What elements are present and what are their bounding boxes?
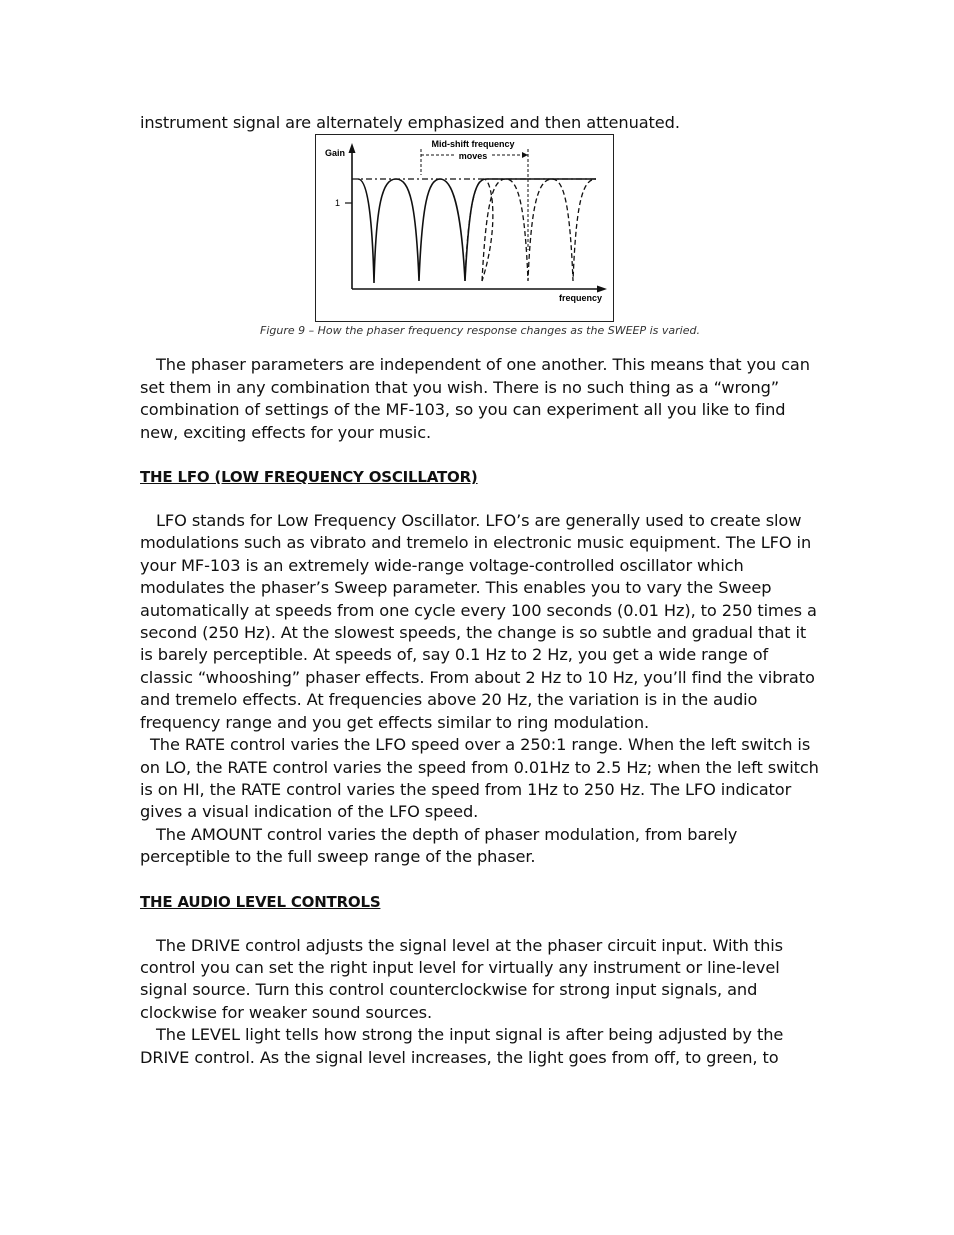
unity-label: 1 [334,198,340,209]
midshift-label-2: moves [458,151,488,162]
figure-caption: Figure 9 – How the phaser frequency response changes as the SWEEP is varied. [260,324,700,338]
frequency-label: frequency [558,293,602,304]
lfo-para-1: LFO stands for Low Frequency Oscillator. LFO’s are generally used to create slow modulations such as vibrato and tremelo in electronic music equipment. The LFO in your MF-103 is an extremely wide-range voltage-controlled oscillator which modulates the phaser’s Sweep parameter. This enables you to vary the Sweep automatically at speeds from one cycle every 100 seconds (0.01 Hz), to 250 times a second (250 Hz). At the slowest speeds, the change is so subtle and gradual that it is barely perceptible. At speeds of, say 0.1 Hz to 2 Hz, you get a wide range of classic “whooshing” phaser effects. From about 2 Hz to 10 Hz, you’ll find the vibrato and tremelo effects. At frequencies above 20 Hz, the variation is in the audio frequency range and you get effects similar to ring modulation. [140,511,817,732]
gain-axis-arrow [349,143,356,153]
frequency-axis-arrow [597,286,607,293]
para-independent: The phaser parameters are independent of one another. This means that you can set them in any combination that you wish. There is no such thing as a “wrong” combination of settings of the MF-103, so you can experiment all you like to find new, exciting effects for your music. [140,355,810,442]
gain-label: Gain [325,148,346,159]
phaser-response-diagram [316,135,613,321]
audio-para-1: The DRIVE control adjusts the signal level at the phaser circuit input. With this control you can set the right input level for virtually any instrument or line-level signal source. Turn this control counterclockwise for strong input signals, and clockwise for weaker sound sources. [140,935,784,1022]
audio-heading: THE AUDIO LEVEL CONTROLS [140,892,381,911]
document-page [140,112,820,1069]
midshift-label-1: Mid-shift frequency [431,139,515,150]
intro-fragment: instrument signal are alternately emphasized and then attenuated. [140,113,680,132]
audio-para-2: The LEVEL light tells how strong the input signal is after being adjusted by the DRIVE control. As the signal level increases, the light goes from off, to green, to [140,1025,784,1067]
response-curve-solid [358,179,596,283]
response-curve-shift-2 [482,179,596,281]
figure-frame [315,134,614,322]
figure-9 [140,134,820,338]
midshift-arrowhead [522,152,528,158]
lfo-para-3: The AMOUNT control varies the depth of phaser modulation, from barely perceptible to the full sweep range of the phaser. [140,824,738,867]
lfo-heading: THE LFO (LOW FREQUENCY OSCILLATOR) [140,468,478,487]
lfo-para-2: The RATE control varies the LFO speed over a 250:1 range. When the left switch is on LO, the RATE control varies the speed from 0.01Hz to 2.5 Hz; when the left switch is on HI, the RATE control varies the speed from 1Hz to 250 Hz. The LFO indicator gives a visual indication of the LFO speed. [140,735,819,822]
